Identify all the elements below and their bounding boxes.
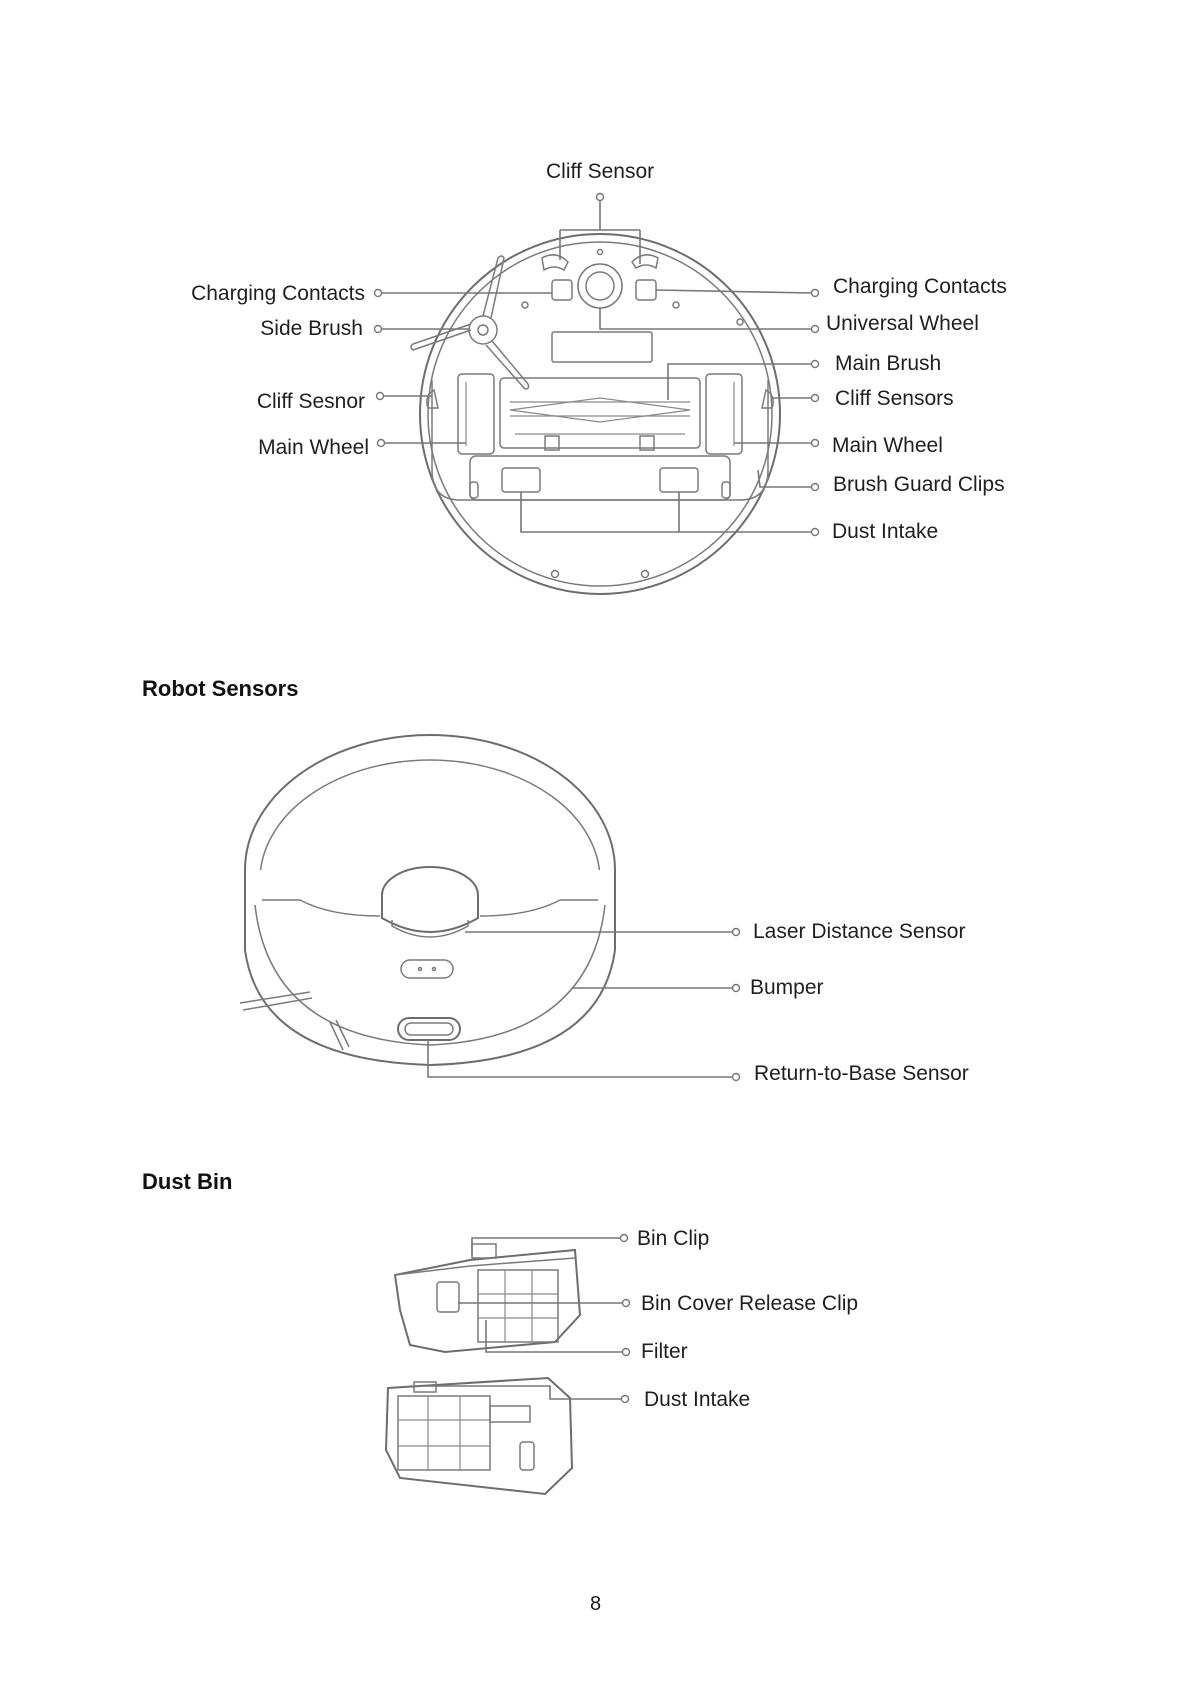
robot-sensors-diagram: [0, 720, 1191, 1100]
label-bin-cover-release-clip: Bin Cover Release Clip: [641, 1292, 859, 1315]
label-filter: Filter: [641, 1340, 688, 1363]
page-number: 8: [589, 1593, 602, 1615]
label-dust-intake-bottom: Dust Intake: [832, 520, 939, 543]
label-return-to-base-sensor: Return-to-Base Sensor: [754, 1062, 969, 1085]
robot-body-outline: [420, 234, 780, 594]
label-charging-contacts-left: Charging Contacts: [191, 282, 365, 305]
label-charging-contacts-right: Charging Contacts: [833, 275, 1007, 298]
label-cliff-sensors-right: Cliff Sensors: [835, 387, 954, 410]
heading-robot-sensors: Robot Sensors: [142, 676, 299, 701]
dust-bin-diagram: [0, 1210, 1191, 1510]
label-universal-wheel: Universal Wheel: [826, 312, 979, 335]
label-side-brush: Side Brush: [260, 317, 363, 340]
label-cliff-sensor-top: Cliff Sensor: [546, 160, 655, 183]
label-cliff-sensor-left: Cliff Sesnor: [256, 390, 365, 413]
label-main-wheel-right: Main Wheel: [832, 434, 943, 457]
label-bin-clip: Bin Clip: [637, 1227, 710, 1250]
label-main-brush: Main Brush: [835, 352, 942, 375]
label-dust-intake-bin: Dust Intake: [644, 1388, 751, 1411]
heading-dust-bin: Dust Bin: [142, 1169, 233, 1194]
label-laser-distance-sensor: Laser Distance Sensor: [753, 920, 966, 943]
label-bumper: Bumper: [750, 976, 824, 999]
label-main-wheel-left: Main Wheel: [258, 436, 369, 459]
label-brush-guard-clips: Brush Guard Clips: [833, 473, 1005, 496]
